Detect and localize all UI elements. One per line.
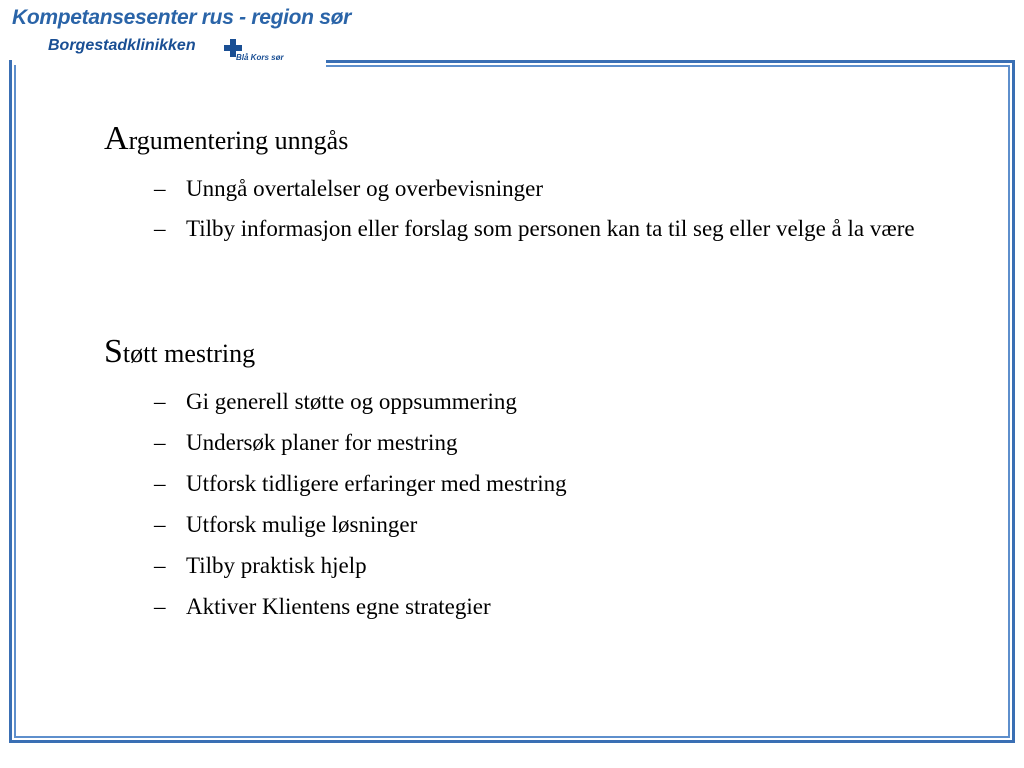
list-item-text: Undersøk planer for mestring: [186, 430, 458, 455]
heading-rest: rgumentering unngås: [128, 126, 349, 155]
list-item-text: Tilby praktisk hjelp: [186, 553, 367, 578]
list-item: [154, 384, 934, 420]
list-item: [154, 211, 934, 247]
bullet-dash: –: [154, 471, 166, 496]
list-item: [154, 466, 934, 502]
list-item: [154, 548, 934, 584]
bullet-dash: –: [154, 176, 166, 201]
bullet-dash: –: [154, 594, 166, 619]
bullet-dash: –: [154, 430, 166, 455]
clinic-name: Borgestadklinikken: [48, 37, 196, 54]
list-item: [154, 171, 934, 207]
heading-initial: A: [104, 120, 129, 157]
heading-rest: tøtt mestring: [122, 339, 256, 368]
frame-top-border: [326, 60, 1015, 63]
frame-top-border-inner: [326, 65, 1010, 67]
bullet-dash: –: [154, 512, 166, 537]
sub-org-name: Blå Kors sør: [236, 53, 284, 62]
bullet-dash: –: [154, 389, 166, 414]
list-item: [154, 507, 934, 543]
heading-initial: S: [104, 333, 123, 370]
bullet-dash: –: [154, 553, 166, 578]
list-item: [154, 425, 934, 461]
org-logo-title: Kompetansesenter rus - region sør: [12, 6, 352, 29]
list-item: [154, 589, 934, 625]
section-heading-argumentering: [104, 120, 349, 157]
bullet-dash: –: [154, 216, 166, 241]
list-item-text: Aktiver Klientens egne strategier: [186, 594, 491, 619]
list-item-text: Utforsk tidligere erfaringer med mestring: [186, 471, 567, 496]
section-heading-stott-mestring: [104, 333, 256, 370]
list-item-text: Unngå overtalelser og overbevisninger: [186, 176, 544, 201]
list-item-text: Tilby informasjon eller forslag som personen kan ta til seg eller velge å la være: [186, 216, 915, 241]
list-item-text: Gi generell støtte og oppsummering: [186, 389, 517, 414]
list-item-text: Utforsk mulige løsninger: [186, 512, 418, 537]
